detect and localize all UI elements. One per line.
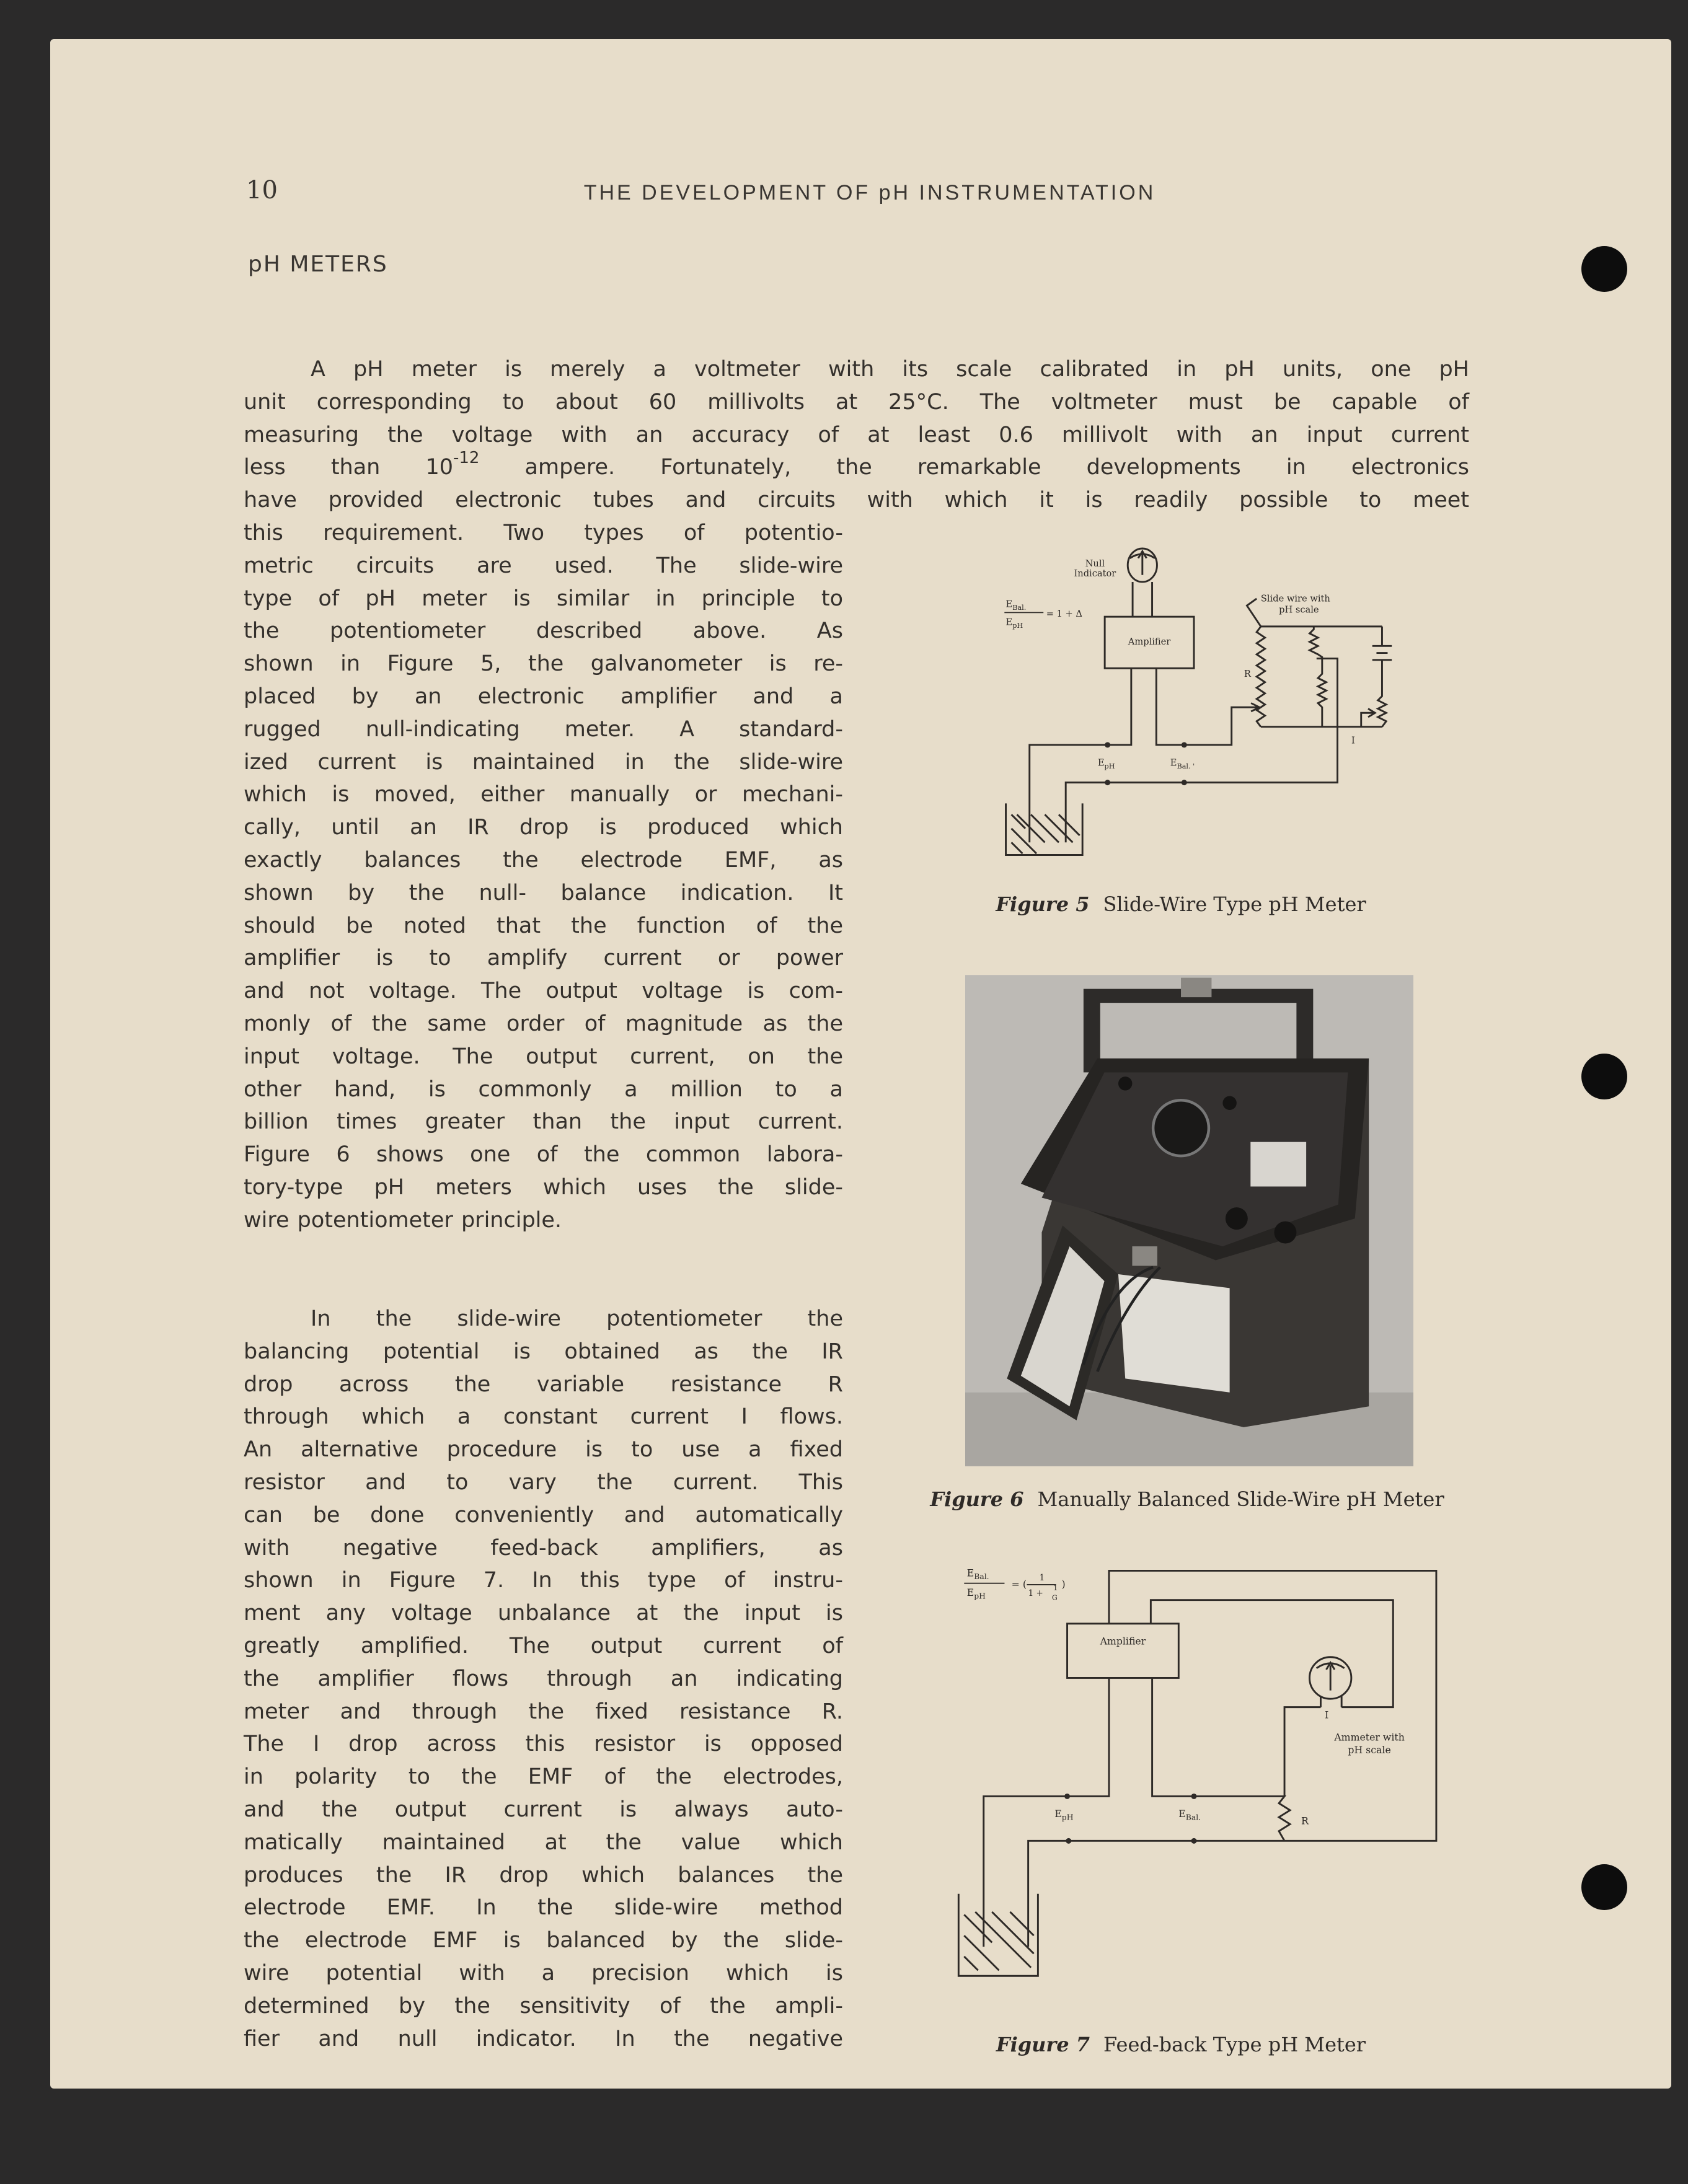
formula-text: Bal. — [1012, 603, 1027, 612]
formula-text: E — [1005, 617, 1013, 628]
eph-label: E — [1054, 1808, 1062, 1820]
text-line: electrode EMF. In the slide-wire method — [244, 1895, 843, 1921]
intro-paragraph — [244, 353, 1469, 517]
text-line: wire potentiometer principle. — [244, 1207, 562, 1233]
text-line: shown by the null- balance indication. It — [244, 880, 843, 905]
text-line: type of pH meter is similar in principle to — [244, 586, 843, 611]
page-number: 10 — [246, 176, 278, 205]
ebal-label: E — [1178, 1808, 1186, 1820]
text-fragment: less than 10 — [244, 455, 453, 480]
text-line: ment any voltage unbalance at the input is — [244, 1601, 843, 1626]
text-line: balancing potential is obtained as the IR — [244, 1339, 843, 1364]
text-line: cally, until an IR drop is produced which — [244, 815, 843, 840]
figure-6-photo — [965, 975, 1413, 1466]
text-line: other hand, is commonly a million to a — [244, 1077, 843, 1102]
text-line: shown in Figure 7. In this type of instru- — [244, 1568, 843, 1593]
ammeter-label: pH scale — [1348, 1743, 1391, 1756]
ammeter-label: Ammeter with — [1334, 1731, 1405, 1743]
svg-text:EBal. — [967, 1567, 989, 1580]
svg-text:EpH — [1006, 617, 1023, 630]
text-fragment: ampere. Fortunately, the remarkable developments in electronics — [479, 455, 1469, 480]
null-indicator-label: Indicator — [1074, 568, 1116, 579]
text-line: ized current is maintained in the slide-wire — [244, 749, 843, 775]
eph-label: E — [1097, 757, 1105, 768]
text-line: A pH meter is merely a voltmeter with its scale calibrated in pH units, one pH — [311, 357, 1469, 382]
slide-wire-label: pH scale — [1279, 604, 1319, 615]
text-line: An alternative procedure is to use a fixed — [244, 1437, 843, 1463]
svg-text:EBal. — [1006, 599, 1027, 611]
formula-text: 1 — [1039, 1573, 1045, 1583]
text-line: metric circuits are used. The slide-wire — [244, 553, 843, 578]
text-line: The I drop across this resistor is opposed — [244, 1732, 843, 1757]
svg-text:EBal. — [1178, 1808, 1201, 1821]
formula-text: E — [966, 1586, 974, 1598]
formula-text: E — [1005, 599, 1013, 610]
text-line: in polarity to the EMF of the electrodes, — [244, 1764, 843, 1790]
eph-label: pH — [1104, 762, 1115, 771]
ebal-label: Bal. ' — [1177, 762, 1195, 771]
amplifier-box — [1067, 1624, 1179, 1678]
text-line: placed by an electronic amplifier and a — [244, 684, 843, 709]
figure-6-caption — [917, 1487, 1457, 1511]
formula-text: Bal. — [974, 1572, 989, 1581]
text-line: this requirement. Two types of potentio- — [244, 521, 843, 545]
binder-hole — [1581, 1054, 1627, 1099]
text-line: matically maintained at the value which — [244, 1830, 843, 1855]
text-line: drop across the variable resistance R — [244, 1372, 843, 1397]
amplifier-label: Amplifier — [1128, 636, 1171, 648]
formula-text: pH — [1012, 622, 1023, 630]
text-line: fier and null indicator. In the negative — [244, 2026, 843, 2051]
binder-hole — [1581, 246, 1627, 292]
resistance-label: R — [1244, 668, 1251, 679]
text-line: monly of the same order of magnitude as the — [244, 1011, 843, 1036]
text-line: unit corresponding to about 60 millivolts at 25°C. The voltmeter must be capable of — [244, 389, 1469, 415]
formula-text: 1 — [1053, 1583, 1058, 1592]
section-title: pH METERS — [248, 252, 388, 277]
text-line: billion times greater than the input current. — [244, 1109, 843, 1135]
figure-5-diagram — [975, 543, 1407, 863]
null-indicator-label: Null — [1085, 558, 1105, 570]
formula-text: G — [1051, 1593, 1058, 1602]
electrode-beaker-icon — [1006, 803, 1083, 855]
figure-7-caption — [930, 2033, 1432, 2056]
current-label: I — [1325, 1709, 1329, 1721]
running-title: THE DEVELOPMENT OF pH INSTRUMENTATION — [583, 181, 1156, 205]
svg-text:= (: = ( — [1011, 1578, 1027, 1590]
svg-text:EpH — [1098, 758, 1115, 770]
resistance-label: R — [1301, 1815, 1309, 1827]
formula-text: = 1 + Δ — [1046, 609, 1082, 620]
formula-text: pH — [974, 1592, 986, 1601]
svg-text:EpH — [967, 1587, 986, 1600]
text-line: can be done conveniently and automatically — [244, 1502, 843, 1528]
text-line: exactly balances the electrode EMF, as — [244, 847, 843, 873]
column-paragraph-2 — [244, 1303, 843, 2055]
text-line: have provided electronic tubes and circuits with which it is readily possible to meet — [244, 488, 1469, 513]
formula-text: 1 + — [1028, 1588, 1043, 1598]
binder-hole — [1581, 1864, 1627, 1910]
text-line: rugged null-indicating meter. A standard- — [244, 716, 843, 742]
text-line: wire potential with a precision which is — [244, 1960, 843, 1986]
caption-text: Feed-back Type pH Meter — [1103, 2033, 1366, 2056]
text-line: measuring the voltage with an accuracy of at least 0.6 millivolt with an input current — [244, 422, 1469, 447]
text-line: through which a constant current I flows. — [244, 1404, 843, 1430]
text-line: and the output current is always auto- — [244, 1797, 843, 1822]
exponent: -12 — [453, 449, 480, 468]
figure-label: Figure 5 — [996, 892, 1090, 916]
caption-text: Manually Balanced Slide-Wire pH Meter — [1037, 1487, 1444, 1511]
text-line: input voltage. The output current, on the — [244, 1044, 843, 1069]
figure-label: Figure 7 — [996, 2033, 1090, 2056]
figure-7-diagram — [953, 1557, 1441, 1980]
text-line: shown in Figure 5, the galvanometer is re- — [244, 651, 843, 677]
text-line: the amplifier flows through an indicating — [244, 1666, 843, 1691]
text-line: In the slide-wire potentiometer the — [311, 1306, 843, 1331]
figure-label: Figure 6 — [930, 1487, 1024, 1511]
text-line: and not voltage. The output voltage is com- — [244, 979, 843, 1004]
text-line: the electrode EMF is balanced by the slide- — [244, 1928, 843, 1953]
text-line: produces the IR drop which balances the — [244, 1862, 843, 1888]
text-line: with negative feed-back amplifiers, as — [244, 1535, 843, 1561]
text-line: greatly amplified. The output current of — [244, 1633, 843, 1658]
text-line: tory-type pH meters which uses the slide- — [244, 1174, 843, 1200]
formula-text: E — [966, 1567, 974, 1579]
svg-text:EpH — [1054, 1808, 1073, 1821]
slide-wire-label: Slide wire with — [1260, 593, 1330, 604]
ebal-label: Bal. — [1185, 1813, 1201, 1822]
column-paragraph-1 — [244, 517, 843, 1237]
figure-5-caption — [930, 892, 1432, 916]
svg-text:): ) — [1061, 1578, 1066, 1590]
text-line: which is moved, either manually or mechani- — [244, 782, 843, 808]
electrode-beaker-icon — [958, 1894, 1038, 1976]
text-line: determined by the sensitivity of the ampli- — [244, 1993, 843, 2019]
eph-label: pH — [1061, 1813, 1074, 1822]
caption-text: Slide-Wire Type pH Meter — [1103, 892, 1366, 916]
text-line: Figure 6 shows one of the common labora- — [244, 1142, 843, 1168]
text-line: meter and through the fixed resistance R. — [244, 1699, 843, 1724]
ebal-label: E — [1170, 757, 1177, 768]
text-line: should be noted that the function of the — [244, 913, 843, 938]
text-line: the potentiometer described above. As — [244, 619, 843, 644]
fixed-resistor — [984, 1678, 1290, 1947]
current-label: I — [1351, 735, 1355, 746]
text-line: amplifier is to amplify current or power — [244, 946, 843, 971]
amplifier-label: Amplifier — [1100, 1635, 1146, 1647]
text-line — [244, 451, 1469, 484]
svg-text:EBal. ' — [1170, 758, 1195, 770]
text-line: resistor and to vary the current. This — [244, 1469, 843, 1495]
